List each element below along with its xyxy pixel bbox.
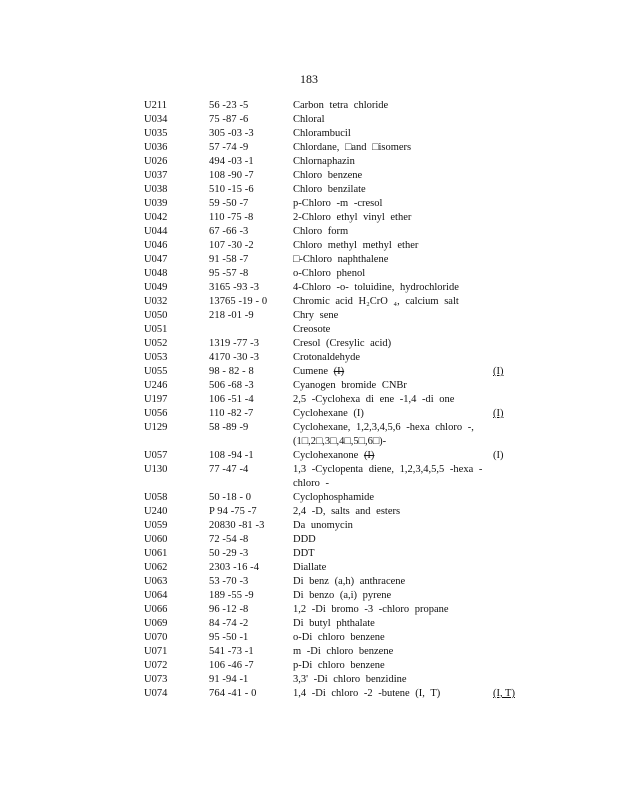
substance-name: 2,5 -Cyclohexa di ene -1,4 -di one	[293, 394, 455, 405]
waste-code: U039	[144, 198, 168, 209]
substance-name: Chloro benzilate	[293, 184, 366, 195]
waste-code: U052	[144, 338, 168, 349]
cas-number: 53 -70 -3	[209, 576, 249, 587]
waste-code: U129	[144, 422, 168, 433]
table-row	[144, 225, 534, 239]
waste-code: U036	[144, 142, 168, 153]
cas-number: 110 -82 -7	[209, 408, 254, 419]
table-row	[144, 407, 534, 421]
substance-name: DDD	[293, 534, 316, 545]
substance-name: Cyclohexane (I)	[293, 408, 364, 419]
waste-code: U050	[144, 310, 168, 321]
table-row	[144, 379, 534, 393]
table-row	[144, 603, 534, 617]
substance-name: DDT	[293, 548, 315, 559]
substance-name: p-Chloro -m -cresol	[293, 198, 383, 209]
table-row	[144, 547, 534, 561]
substance-name-text: Cumene	[293, 366, 328, 377]
cas-number: 106 -46 -7	[209, 660, 254, 671]
table-row	[144, 253, 534, 267]
cas-number: 218 -01 -9	[209, 310, 254, 321]
table-row	[144, 281, 534, 295]
substance-name: 1,3 -Cyclopenta diene, 1,2,3,4,5,5 -hexa - chloro -	[293, 464, 483, 490]
cas-number: 1319 -77 -3	[209, 338, 260, 349]
cas-number: 75 -87 -6	[209, 114, 249, 125]
substance-name: Chlornaphazin	[293, 156, 355, 167]
waste-code: U066	[144, 604, 168, 615]
table-row	[144, 505, 534, 519]
substance-name: Chloral	[293, 114, 325, 125]
table-row	[144, 337, 534, 351]
table-row	[144, 491, 534, 505]
substance-name: Chloro form	[293, 226, 349, 237]
table-row	[144, 127, 534, 141]
cas-number: 77 -47 -4	[209, 464, 249, 475]
cas-number: 764 -41 - 0	[209, 688, 257, 699]
table-row	[144, 211, 534, 225]
cas-number: 108 -94 -1	[209, 450, 254, 461]
hazardous-waste-table	[144, 99, 534, 701]
table-row	[144, 659, 534, 673]
substance-name: Cyclophosphamide	[293, 492, 375, 503]
table-row	[144, 323, 534, 337]
substance-name: p-Di chloro benzene	[293, 660, 385, 671]
waste-code: U048	[144, 268, 168, 279]
substance-name: Crotonaldehyde	[293, 352, 361, 363]
hazard-code: (I)	[493, 366, 504, 377]
substance-name: Chlorambucil	[293, 128, 351, 139]
waste-code: U130	[144, 464, 168, 475]
cas-number: 541 -73 -1	[209, 646, 254, 657]
table-row	[144, 351, 534, 365]
waste-code: U074	[144, 688, 168, 699]
waste-code: U072	[144, 660, 168, 671]
cas-number: 305 -03 -3	[209, 128, 254, 139]
substance-name	[293, 365, 487, 379]
table-row	[144, 239, 534, 253]
table-row	[144, 113, 534, 127]
table-row	[144, 589, 534, 603]
cas-number: 91 -58 -7	[209, 254, 249, 265]
struck-hazard-code: (I)	[363, 450, 375, 461]
cas-number: 59 -50 -7	[209, 198, 249, 209]
substance-name: Diallate	[293, 562, 327, 573]
page-number: 183	[300, 72, 318, 86]
table-row	[144, 575, 534, 589]
table-row	[144, 519, 534, 533]
substance-name: o-Chloro phenol	[293, 268, 366, 279]
cas-number: 506 -68 -3	[209, 380, 254, 391]
cas-number: 91 -94 -1	[209, 674, 249, 685]
waste-code: U197	[144, 394, 168, 405]
substance-name: Da unomycin	[293, 520, 353, 531]
table-row	[144, 673, 534, 687]
table-row	[144, 365, 534, 379]
cas-number: 72 -54 -8	[209, 534, 249, 545]
table-row	[144, 169, 534, 183]
substance-name: Cyanogen bromide CNBr	[293, 380, 407, 391]
waste-code: U038	[144, 184, 168, 195]
hazard-code: (I, T)	[493, 688, 515, 699]
waste-code: U057	[144, 450, 168, 461]
table-row	[144, 267, 534, 281]
substance-name: o-Di chloro benzene	[293, 632, 385, 643]
cas-number: 56 -23 -5	[209, 100, 249, 111]
cas-number: 13765 -19 - 0	[209, 296, 268, 307]
cas-number: 110 -75 -8	[209, 212, 254, 223]
waste-code: U246	[144, 380, 168, 391]
substance-name	[293, 449, 487, 463]
substance-name: Creosote	[293, 324, 331, 335]
cas-number: 67 -66 -3	[209, 226, 249, 237]
waste-code: U070	[144, 632, 168, 643]
waste-code: U064	[144, 590, 168, 601]
substance-name: 4-Chloro -o- toluidine, hydrochloride	[293, 282, 459, 293]
waste-code: U046	[144, 240, 168, 251]
table-row	[144, 533, 534, 547]
waste-code: U060	[144, 534, 168, 545]
cas-number: 189 -55 -9	[209, 590, 254, 601]
waste-code: U058	[144, 492, 168, 503]
waste-code: U047	[144, 254, 168, 265]
substance-name: Di benzo (a,i) pyrene	[293, 590, 392, 601]
table-row	[144, 295, 534, 309]
substance-name: Di benz (a,h) anthracene	[293, 576, 406, 587]
cas-number: 2303 -16 -4	[209, 562, 260, 573]
table-row	[144, 449, 534, 463]
substance-name: Cresol (Cresylic acid)	[293, 338, 392, 349]
cas-number: 98 - 82 - 8	[209, 366, 254, 377]
hazard-code: (I)	[493, 450, 504, 461]
table-row	[144, 141, 534, 155]
table-row	[144, 617, 534, 631]
waste-code: U073	[144, 674, 168, 685]
waste-code: U037	[144, 170, 168, 181]
cas-number: 3165 -93 -3	[209, 282, 260, 293]
cas-number: 95 -57 -8	[209, 268, 249, 279]
table-row	[144, 155, 534, 169]
waste-code: U042	[144, 212, 168, 223]
table-row	[144, 99, 534, 113]
substance-name: Chloro methyl methyl ether	[293, 240, 419, 251]
cas-number: 4170 -30 -3	[209, 352, 260, 363]
cas-number: 58 -89 -9	[209, 422, 249, 433]
substance-name: 1,2 -Di bromo -3 -chloro propane	[293, 604, 449, 615]
substance-name: 2-Chloro ethyl vinyl ether	[293, 212, 412, 223]
table-row	[144, 631, 534, 645]
waste-code: U053	[144, 352, 168, 363]
waste-code: U059	[144, 520, 168, 531]
waste-code: U026	[144, 156, 168, 167]
substance-name: 3,3' -Di chloro benzidine	[293, 674, 407, 685]
substance-name: Chloro benzene	[293, 170, 363, 181]
cas-number: 95 -50 -1	[209, 632, 249, 643]
waste-code: U056	[144, 408, 168, 419]
substance-name: 2,4 -D, salts and esters	[293, 506, 401, 517]
waste-code: U240	[144, 506, 168, 517]
cas-number: 50 -18 - 0	[209, 492, 252, 503]
cas-number: 108 -90 -7	[209, 170, 254, 181]
table-row	[144, 687, 534, 701]
table-row	[144, 309, 534, 323]
waste-code: U044	[144, 226, 168, 237]
cas-number: 494 -03 -1	[209, 156, 254, 167]
cas-number: 84 -74 -2	[209, 618, 249, 629]
cas-number: 20830 -81 -3	[209, 520, 265, 531]
waste-code: U061	[144, 548, 168, 559]
waste-code: U062	[144, 562, 168, 573]
cas-number: P 94 -75 -7	[209, 506, 257, 517]
substance-name: Di butyl phthalate	[293, 618, 375, 629]
cas-number: 106 -51 -4	[209, 394, 254, 405]
substance-name: □-Chloro naphthalene	[293, 254, 389, 265]
waste-code: U051	[144, 324, 168, 335]
substance-name: 1,4 -Di chloro -2 -butene (I, T)	[293, 688, 441, 699]
waste-code: U211	[144, 100, 167, 111]
substance-name-text: Cyclohexanone	[293, 450, 359, 461]
waste-code: U035	[144, 128, 168, 139]
table-row	[144, 561, 534, 575]
table-row	[144, 197, 534, 211]
cas-number: 107 -30 -2	[209, 240, 254, 251]
substance-name: Carbon tetra chloride	[293, 100, 389, 111]
cas-number: 57 -74 -9	[209, 142, 249, 153]
table-row	[144, 393, 534, 407]
cas-number: 50 -29 -3	[209, 548, 249, 559]
cas-number: 510 -15 -6	[209, 184, 254, 195]
waste-code: U034	[144, 114, 168, 125]
table-row	[144, 463, 534, 491]
waste-code: U063	[144, 576, 168, 587]
table-row	[144, 421, 534, 449]
substance-name: m -Di chloro benzene	[293, 646, 394, 657]
waste-code: U032	[144, 296, 168, 307]
substance-name: Cyclohexane, 1,2,3,4,5,6 -hexa chloro -, (1□,2□,3□,4□,5□,6□)-	[293, 422, 474, 448]
hazard-code: (I)	[493, 408, 504, 419]
substance-name: Chry sene	[293, 310, 339, 321]
table-row	[144, 645, 534, 659]
waste-code: U055	[144, 366, 168, 377]
substance-name: Chlordane, □and □isomers	[293, 142, 412, 153]
waste-code: U069	[144, 618, 168, 629]
substance-name: Chromic acid H₂CrO ₄, calcium salt	[293, 296, 459, 307]
cas-number: 96 -12 -8	[209, 604, 249, 615]
struck-hazard-code: (I)	[333, 366, 345, 377]
waste-code: U071	[144, 646, 168, 657]
waste-code: U049	[144, 282, 168, 293]
table-row	[144, 183, 534, 197]
